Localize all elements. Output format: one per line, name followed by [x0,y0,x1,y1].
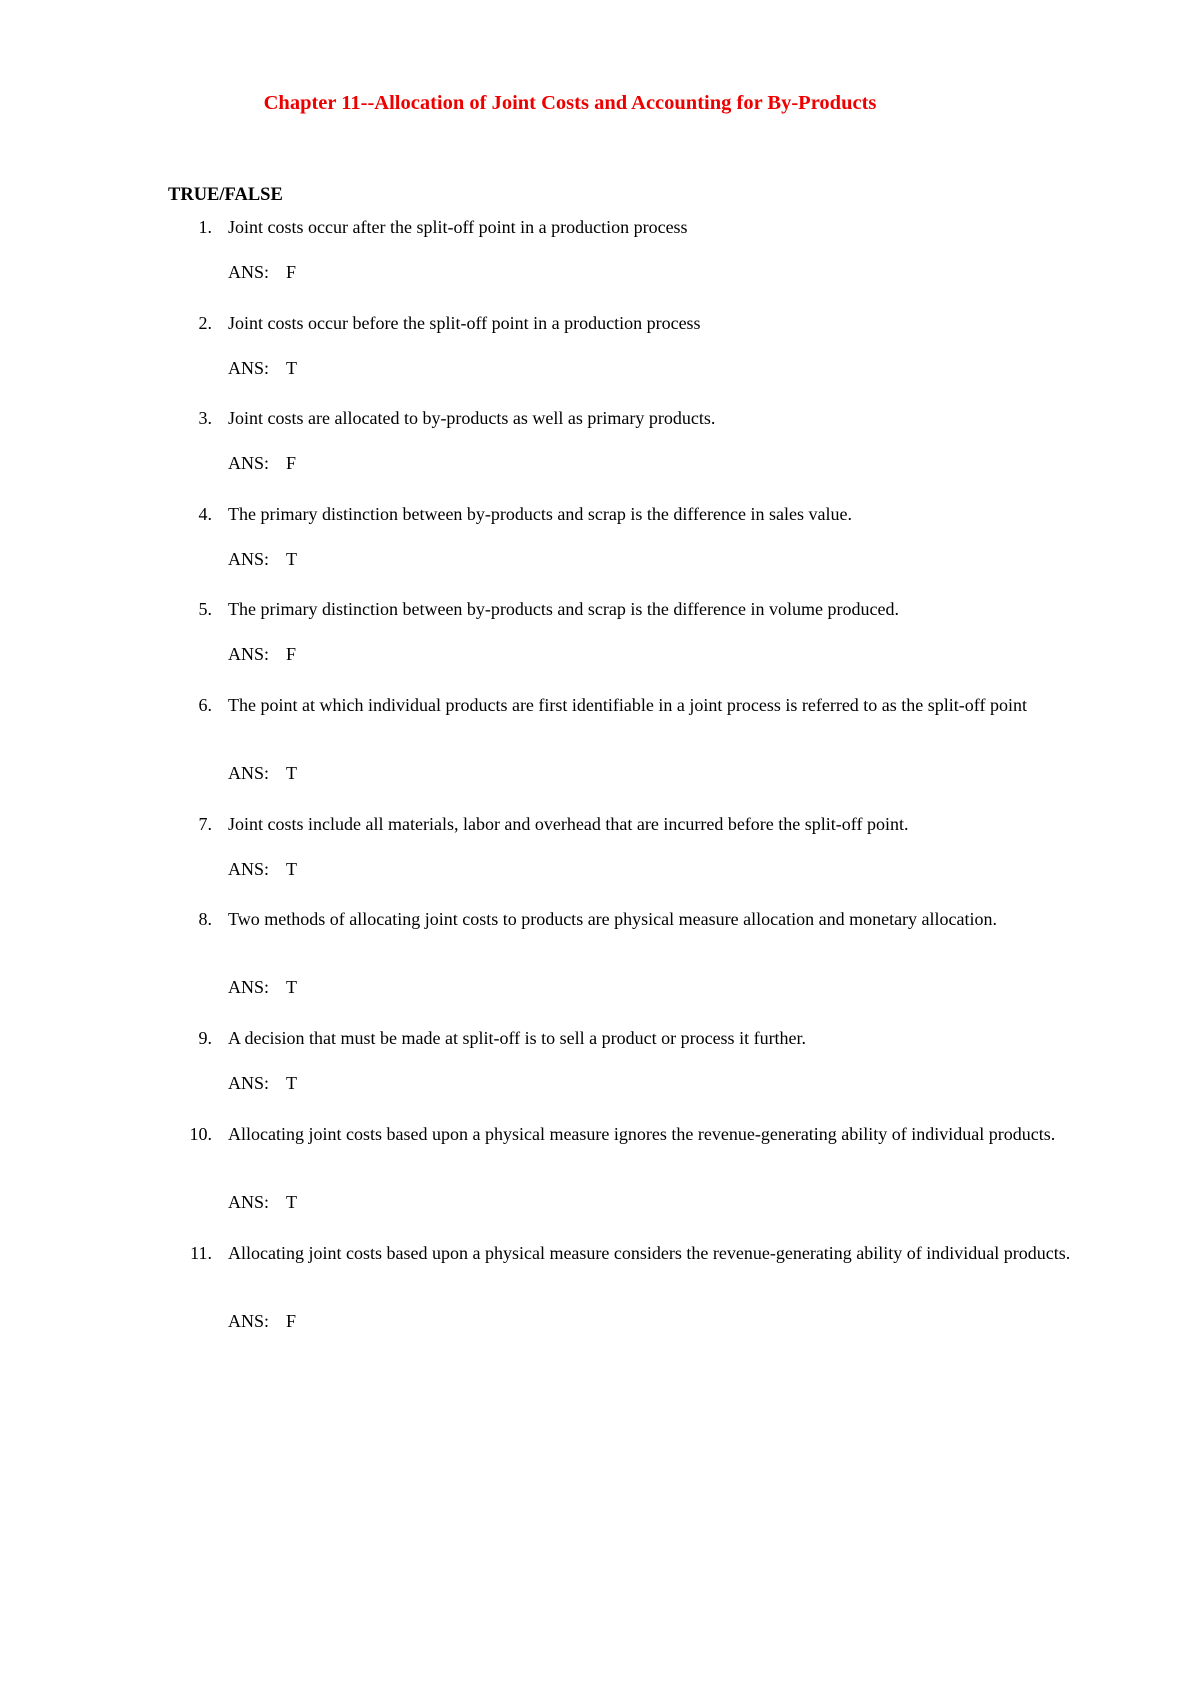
section-heading: TRUE/FALSE [168,185,283,205]
answer-line [228,976,297,999]
question-text: Joint costs are allocated to by-products as well as primary products. [228,408,716,428]
answer-label: ANS: [228,977,270,997]
answer-label: ANS: [228,1311,270,1331]
question-text: Two methods of allocating joint costs to products are physical measure allocation and monetary allocation. [228,909,998,929]
answer-line [228,452,296,475]
answer-line [228,858,297,881]
answer-value: T [286,977,297,997]
question-number: 2. [198,313,212,333]
answer-value: F [286,644,297,664]
question-text: Joint costs occur before the split-off point in a production process [228,313,701,333]
answer-line [228,1191,297,1214]
question-text: The primary distinction between by-products and scrap is the difference in volume produced. [228,599,899,619]
answer-value: T [286,549,297,569]
answer-value: T [286,1192,297,1212]
answer-label: ANS: [228,644,270,664]
answer-value: T [286,1073,297,1093]
answer-value: T [286,358,297,378]
question-number: 4. [198,504,212,524]
answer-label: ANS: [228,262,270,282]
question-text: Allocating joint costs based upon a physical measure considers the revenue-generating ability of individual products. [228,1243,1071,1263]
answer-line [228,1072,297,1095]
answer-line [228,357,297,380]
answer-label: ANS: [228,1073,270,1093]
answer-value: T [286,763,297,783]
answer-label: ANS: [228,859,270,879]
question-text: The primary distinction between by-products and scrap is the difference in sales value. [228,504,852,524]
answer-line [228,548,297,571]
question-number: 11. [190,1243,212,1263]
question-text: Joint costs occur after the split-off point in a production process [228,217,688,237]
chapter-title: Chapter 11--Allocation of Joint Costs and Accounting for By-Products [263,92,877,114]
question-number: 9. [198,1028,212,1048]
question-number: 7. [198,814,212,834]
answer-value: T [286,859,297,879]
question-number: 5. [198,599,212,619]
question-text: Joint costs include all materials, labor and overhead that are incurred before the split-off point. [228,814,909,834]
answer-label: ANS: [228,763,270,783]
answer-label: ANS: [228,453,270,473]
answer-line [228,643,296,666]
question-number: 3. [198,408,212,428]
answer-label: ANS: [228,1192,270,1212]
question-number: 1. [198,217,212,237]
answer-value: F [286,453,297,473]
answer-line [228,762,297,785]
question-number: 10. [189,1124,212,1144]
answer-label: ANS: [228,358,270,378]
answer-line [228,261,296,284]
answer-value: F [286,1311,297,1331]
question-number: 6. [198,695,212,715]
question-text: Allocating joint costs based upon a physical measure ignores the revenue-generating ability of individual products. [228,1124,1056,1144]
answer-label: ANS: [228,549,270,569]
answer-line [228,1310,296,1333]
answer-value: F [286,262,297,282]
question-number: 8. [198,909,212,929]
question-text: A decision that must be made at split-off is to sell a product or process it further. [228,1028,807,1048]
question-text: The point at which individual products are first identifiable in a joint process is referred to as the split-off point [228,695,1027,715]
